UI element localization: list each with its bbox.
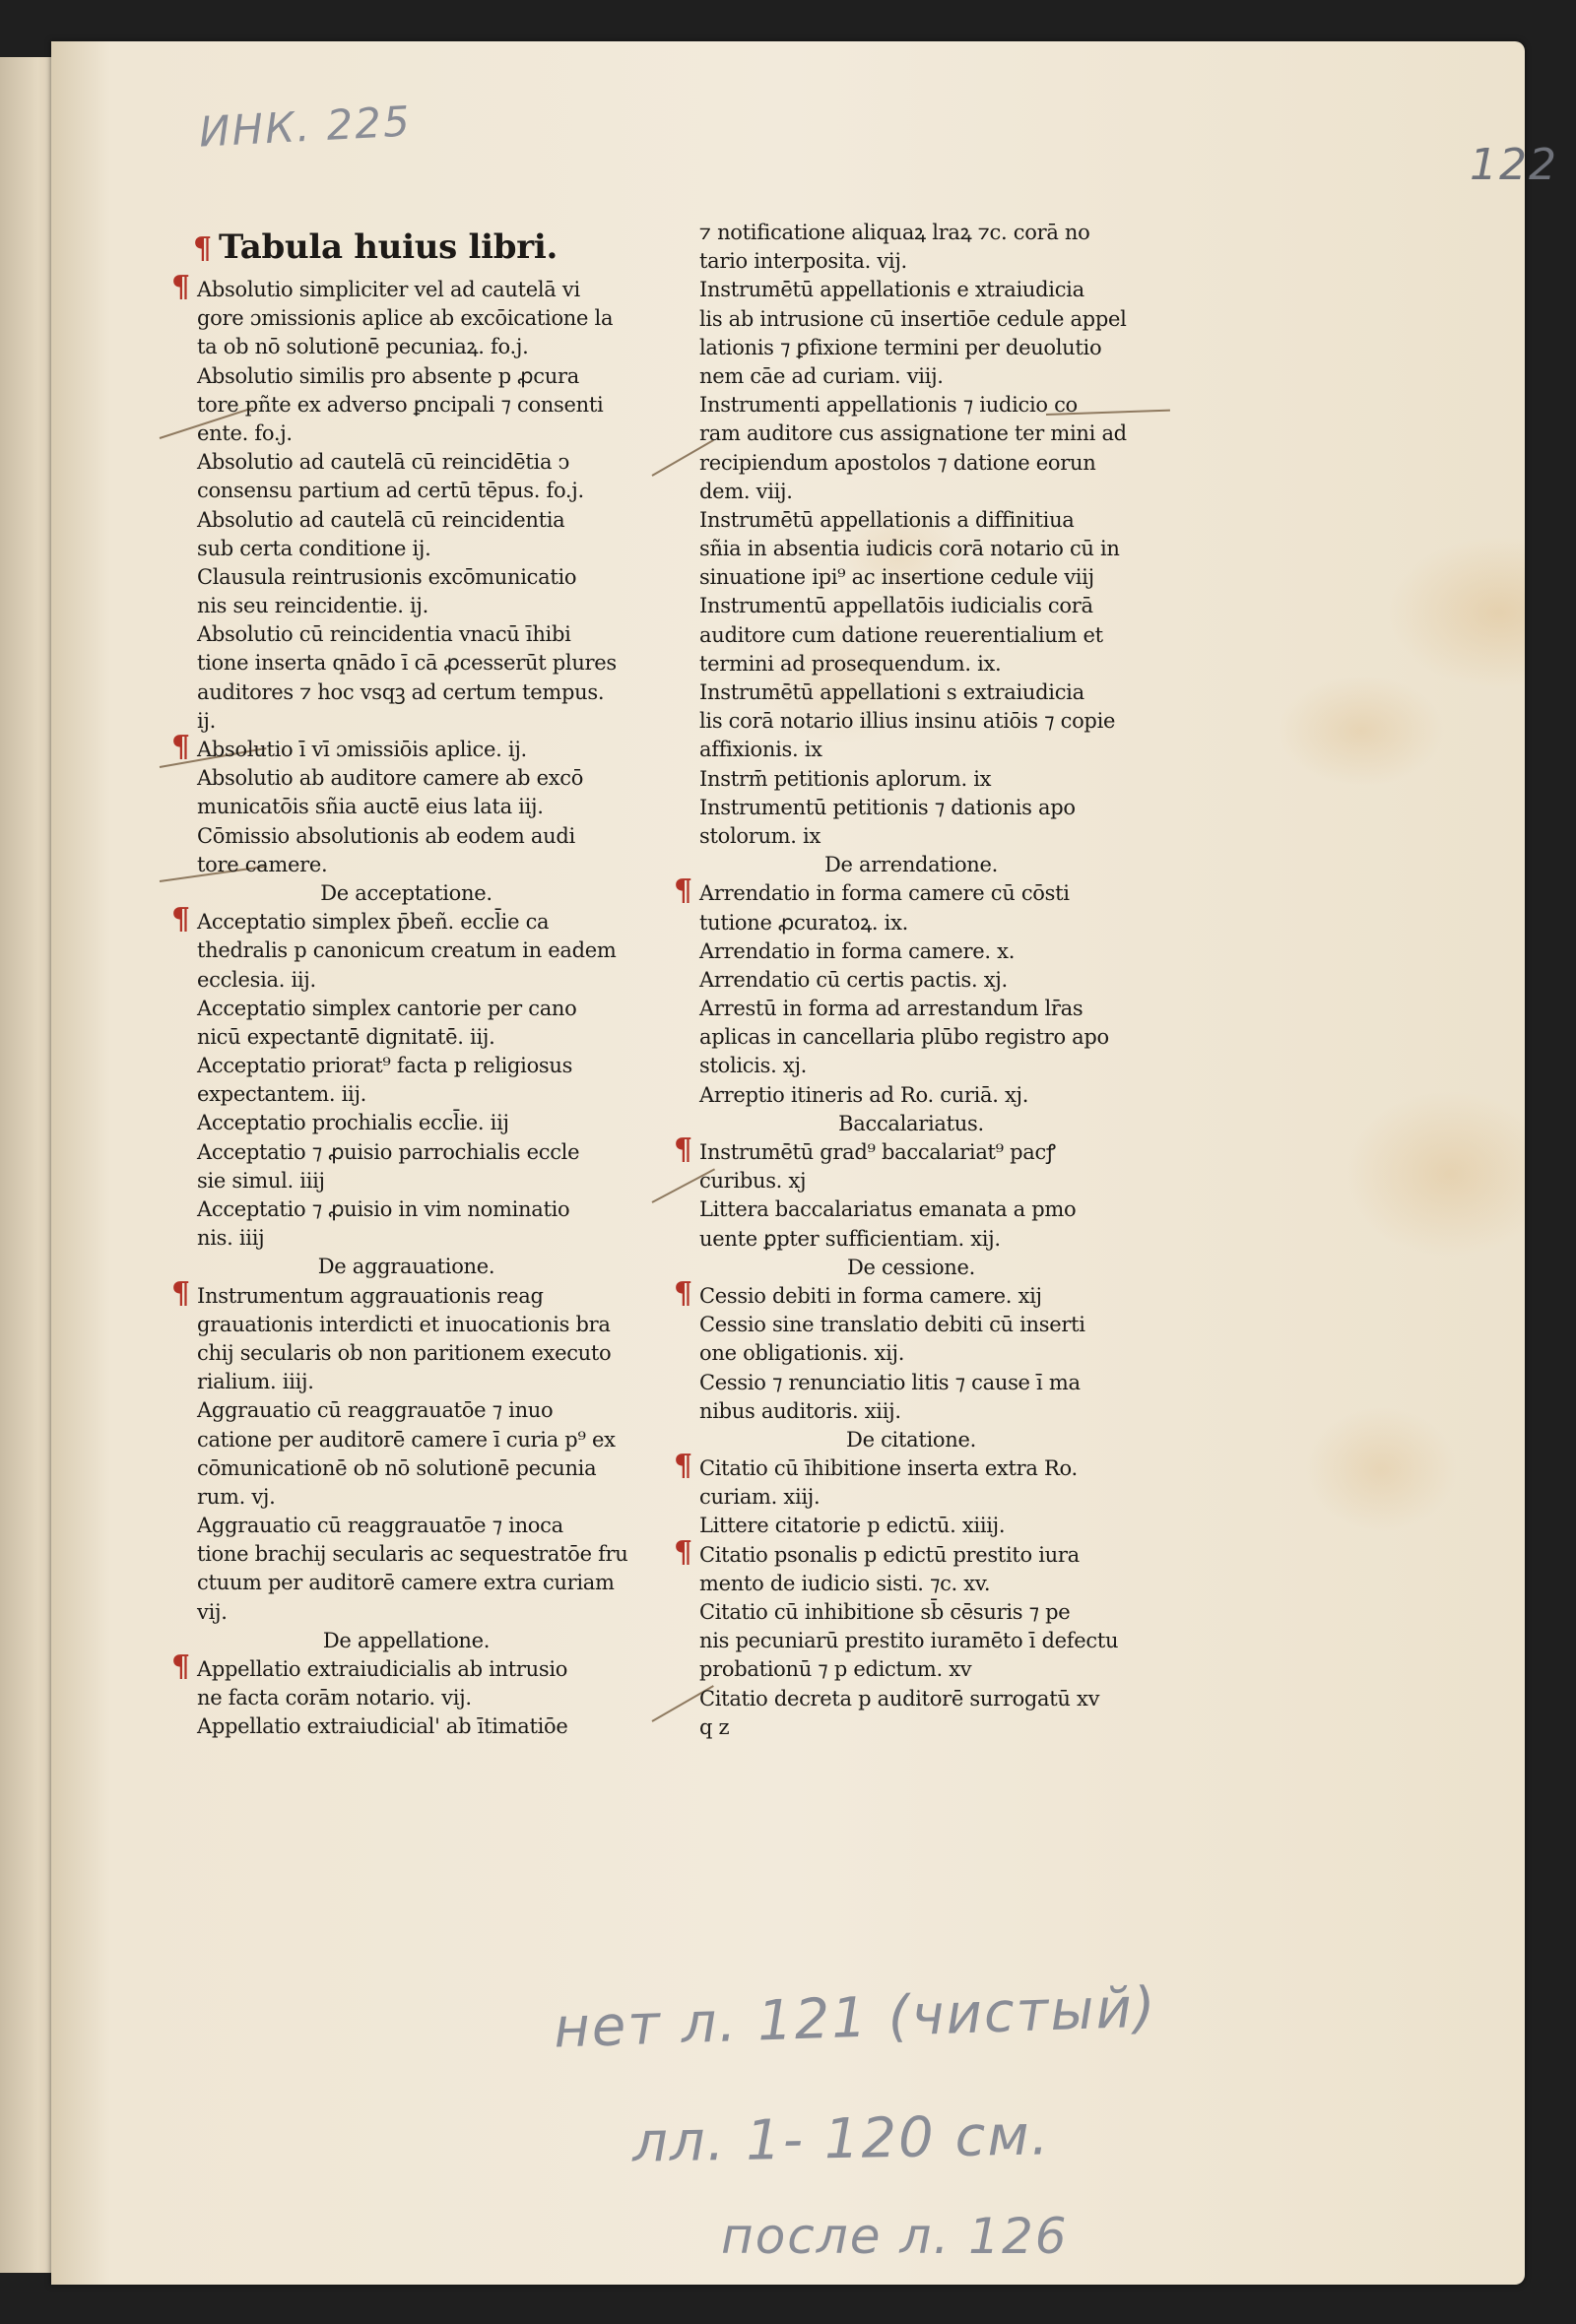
index-line: recipiendum apostolos ⁊ datione eorun [699, 450, 1096, 475]
index-line: ecclesia. iij. [197, 967, 316, 992]
index-line: auditore cum datione reuerentialium et [699, 622, 1103, 647]
index-line: Absolutio ad cautelā cū reincidētia ↄ [197, 450, 569, 475]
index-line: vij. [197, 1599, 228, 1624]
index-line: stolicis. xj. [699, 1054, 808, 1078]
index-line: ram auditore cus assignatione ter mini ad [699, 421, 1127, 446]
index-line: Arreptio itineris ad Ro. curiā. xj. [699, 1082, 1029, 1107]
red-paragraph-mark-icon: ¶ [674, 1534, 692, 1570]
index-line: ente. fo.j. [197, 420, 293, 445]
index-line: lis ab intrusione cū insertiōe cedule appel [699, 306, 1127, 331]
index-line: q z [699, 1714, 730, 1739]
index-line: catione per auditorē camere ī curia p⁹ ex [197, 1427, 616, 1452]
index-line: ij. [197, 708, 217, 733]
index-line: Instrumētū appellationis a diffinitiua [699, 507, 1075, 532]
index-line: tore pñte ex adverso ꝑncipali ⁊ consenti [197, 392, 604, 417]
index-line: sub certa conditione ij. [197, 536, 431, 560]
index-line: ctuum per auditorē camere extra curiam [197, 1571, 615, 1595]
index-line: Cōmissio absolutionis ab eodem audi [197, 823, 575, 848]
index-line: lis corā notario illius insinu atiōis ⁊ copie [699, 709, 1116, 734]
index-line: Absolutio ad cautelā cū reincidentia [197, 507, 565, 532]
index-line: stolorum. ix [699, 823, 821, 848]
index-line: lationis ⁊ ꝑfixione termini per deuolutio [699, 335, 1102, 359]
index-line: Instrumētū appellationis e xtraiudicia [699, 278, 1084, 302]
section-heading: De citatione. [846, 1427, 976, 1452]
red-paragraph-mark-icon: ¶ [193, 231, 212, 266]
index-line: probationū ⁊ p edictum. xv [699, 1657, 972, 1682]
index-line: rum. vj. [197, 1484, 276, 1509]
index-line: Appellatio extraiudicial' ab ītimatiōe [197, 1714, 568, 1739]
red-paragraph-mark-icon: ¶ [674, 1449, 692, 1484]
index-line: consensu partium ad certū tēpus. fo.j. [197, 479, 584, 503]
index-line: Aggrauatio cū reaggrauatōe ⁊ inuo [197, 1398, 554, 1423]
index-line: auditores ⁊ hoc vsqꝫ ad certum tempus. [197, 679, 605, 704]
index-line: ¶ Absolutio simpliciter vel ad cautelā vi [171, 270, 580, 304]
index-line: tutione ꝓcuratoꝝ. ix. [699, 910, 909, 935]
index-line: Littera baccalariatus emanata a pmo [699, 1197, 1077, 1222]
red-paragraph-mark-icon: ¶ [674, 873, 692, 909]
index-line: rialium. iiij. [197, 1370, 314, 1394]
table-title: ¶ Tabula huius libri. [193, 227, 558, 267]
red-paragraph-mark-icon: ¶ [171, 1275, 190, 1311]
index-line: sñia in absentia iudicis corā notario cū in [699, 537, 1120, 561]
index-line: Clausula reintrusionis excōmunicatio [197, 564, 577, 589]
index-line: ¶ Arrendatio in forma camere cū cōsti [674, 873, 1070, 909]
right-column [674, 219, 1127, 1742]
index-line: nem cāe ad curiam. viij. [699, 363, 944, 388]
index-line: ¶ Instrumentum aggrauationis reag [171, 1275, 544, 1311]
red-paragraph-mark-icon: ¶ [171, 902, 190, 937]
index-line: nis. iiij [197, 1226, 265, 1251]
index-line: Absolutio similis pro absente p ꝓcura [197, 363, 579, 388]
index-line: Instrm̄ petitionis aplorum. ix [699, 766, 992, 791]
section-heading: De cessione. [846, 1255, 976, 1279]
index-line: nis seu reincidentie. ij. [197, 594, 429, 618]
index-line: tore camere. [197, 852, 328, 876]
red-paragraph-mark-icon: ¶ [171, 270, 190, 304]
index-line: ne facta corām notario. vij. [197, 1686, 472, 1711]
index-line: nibus auditoris. xiij. [699, 1398, 901, 1423]
red-paragraph-mark-icon: ¶ [171, 1649, 190, 1684]
section-heading: Baccalariatus. [838, 1111, 984, 1135]
index-line: Cessio ⁊ renunciatio litis ⁊ cause ī ma [699, 1370, 1081, 1394]
index-line: gore ɔmissionis aplice ab excōicatione la [197, 306, 614, 331]
index-line: expectantem. iij. [197, 1082, 367, 1107]
index-line: sinuatione ipi⁹ ac insertione cedule viij [699, 565, 1094, 590]
section-heading: De appellatione. [322, 1628, 491, 1652]
index-line: ¶ Instrumētū grad⁹ baccalariat⁹ pacꝭ [674, 1132, 1056, 1167]
index-line: termini ad prosequendum. ix. [699, 651, 1002, 676]
index-line: Arrestū in forma ad arrestandum lr̄as [699, 997, 1084, 1021]
index-line: one obligationis. xij. [699, 1341, 905, 1366]
index-line: thedralis p canonicum creatum in eadem [197, 938, 617, 963]
index-line: Acceptatio priorat⁹ facta p religiosus [197, 1054, 573, 1078]
index-line: dem. viij. [699, 479, 793, 503]
index-line: aplicas in cancellaria plūbo registro apo [699, 1025, 1109, 1050]
index-line: uente ꝑpter sufficientiam. xij. [699, 1226, 1001, 1251]
left-column [171, 219, 628, 1742]
index-line: Instrumenti appellationis ⁊ iudicio co [699, 393, 1078, 418]
index-line: ¶ Cessio debiti in forma camere. xij [674, 1275, 1042, 1311]
index-line: mento de iudicio sisti. ⁊c. xv. [699, 1571, 991, 1595]
section-heading: De aggrauatione. [317, 1255, 495, 1279]
index-line: Citatio decreta p auditorē surrogatū xv [699, 1686, 1100, 1711]
index-line: Acceptatio prochialis eccl̄ie. iij [197, 1111, 509, 1135]
index-line: Acceptatio simplex cantorie per cano [197, 996, 577, 1020]
index-line: ¶ Appellatio extraiudicialis ab intrusio [171, 1649, 568, 1684]
index-line: Acceptatio ⁊ ꝓuisio parrochialis eccle [197, 1139, 580, 1164]
faded-marginal-note [1234, 199, 1449, 229]
index-line: curiam. xiij. [699, 1485, 821, 1510]
pencil-note-line-3: после л. 126 [721, 2208, 1069, 2265]
index-line: tario interposita. vij. [699, 249, 907, 274]
index-line: ¶ Citatio psonalis p edictū prestito iura [674, 1534, 1080, 1570]
index-line: Citatio cū inhibitione sb̄ cēsuris ⁊ pe [699, 1600, 1071, 1624]
index-line: curibus. xj [699, 1169, 807, 1194]
index-line: Acceptatio ⁊ ꝓuisio in vim nominatio [197, 1197, 570, 1221]
pencil-note-line-1: нет л. 121 (чистый) [553, 1975, 1158, 2061]
shelfmark-pencil-note: ИНК. 225 [197, 97, 413, 157]
index-line: Aggrauatio cū reaggrauatōe ⁊ inoca [197, 1514, 563, 1538]
index-line: ⁊ notificatione aliquaꝝ lraꝝ ⁊c. corā no [699, 221, 1090, 244]
index-line: Absolutio cū reincidentia vnacū īhibi [197, 622, 571, 647]
index-line: ta ob nō solutionē pecuniaꝝ. fo.j. [197, 335, 529, 359]
index-line: tione inserta qnādo ī cā ꝓcesserūt plures [197, 651, 617, 676]
index-line: ¶ Citatio cū īhibitione inserta extra Ro. [674, 1449, 1078, 1484]
index-line: cōmunicationē ob nō solutionē pecunia [197, 1455, 597, 1480]
index-line: Instrumentū petitionis ⁊ dationis apo [699, 795, 1076, 819]
index-line: municatōis sñia auctē eius lata iij. [197, 795, 544, 819]
index-line: sie simul. iiij [197, 1168, 325, 1193]
red-paragraph-mark-icon: ¶ [674, 1132, 692, 1167]
index-line: ¶ Absolutio ī vī ɔmissiōis aplice. ij. [171, 730, 527, 764]
section-heading: De arrendatione. [823, 853, 999, 877]
index-line: nicū expectantē dignitatē. iij. [197, 1024, 495, 1049]
index-line: Arrendatio cū certis pactis. xj. [699, 967, 1008, 992]
index-line: Instrumētū appellationi s extraiudicia [699, 680, 1084, 704]
index-line: chij secularis ob non paritionem executo [197, 1340, 612, 1365]
index-line: Arrendatio in forma camere. x. [699, 938, 1016, 963]
index-line: grauationis interdicti et inuocationis bra [197, 1312, 611, 1336]
index-line: affixionis. ix [699, 738, 822, 762]
index-line: Instrumentū appellatōis iudicialis corā [699, 594, 1093, 618]
red-paragraph-mark-icon: ¶ [171, 730, 190, 764]
red-paragraph-mark-icon: ¶ [674, 1275, 692, 1311]
index-line: tione brachij secularis ac sequestratōe fru [197, 1542, 628, 1567]
index-line: Littere citatorie p edictū. xiiij. [699, 1514, 1006, 1538]
pencil-note-line-2: лл. 1- 120 см. [631, 2103, 1051, 2175]
section-heading: De acceptatione. [320, 880, 492, 905]
index-line: Absolutio ab auditore camere ab excō [197, 766, 584, 791]
index-line: Cessio sine translatio debiti cū inserti [699, 1313, 1085, 1337]
index-line: ¶ Acceptatio simplex p̄beñ. eccl̄ie ca [171, 902, 550, 937]
index-line: nis pecuniarū prestito iuramēto ī defectu [699, 1629, 1119, 1653]
folio-number: 122 [1470, 140, 1558, 190]
